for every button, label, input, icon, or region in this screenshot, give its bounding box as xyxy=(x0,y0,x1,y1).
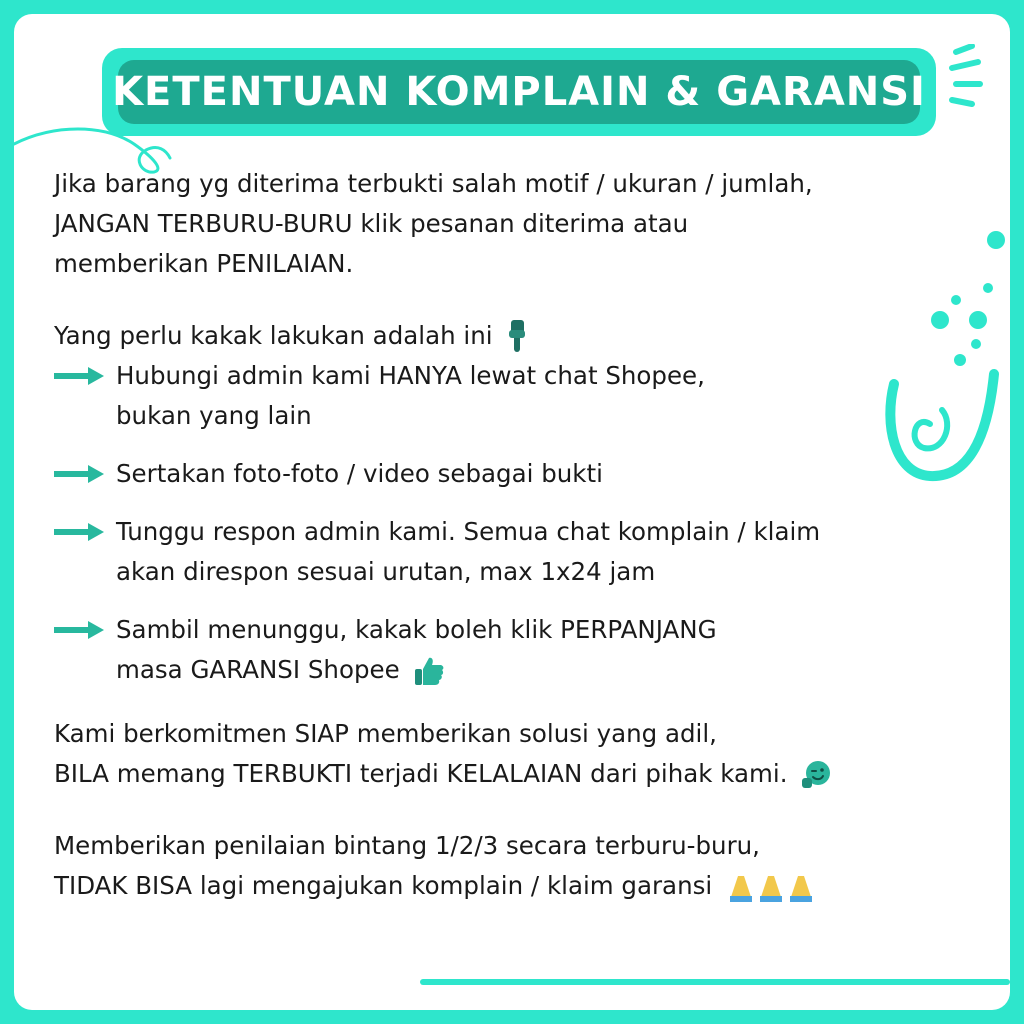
step-2-line-1: Sertakan foto-foto / video sebagai bukti xyxy=(116,459,603,488)
intro-line-1: Jika barang yg diterima terbukti salah motif / ukuran / jumlah, xyxy=(54,169,813,198)
bottom-divider xyxy=(420,979,1010,985)
steps-heading xyxy=(54,316,984,356)
arrow-right-icon xyxy=(54,356,104,396)
pointing-down-emoji-icon xyxy=(506,320,528,354)
commitment-line-2: BILA memang TERBUKTI terjadi KELALAIAN dari pihak kami. xyxy=(54,759,788,788)
step-4-line-1: Sambil menunggu, kakak boleh klik PERPANJANG xyxy=(116,615,717,644)
warning-line-1: Memberikan penilaian bintang 1/2/3 secara terburu-buru, xyxy=(54,831,760,860)
step-4-line-2-wrap xyxy=(116,650,984,690)
step-3 xyxy=(54,512,984,592)
step-1 xyxy=(54,356,984,436)
page-title: KETENTUAN KOMPLAIN & GARANSI xyxy=(112,69,926,115)
thumbs-up-emoji-icon xyxy=(413,655,445,687)
content xyxy=(54,164,984,906)
step-1-line-2: bukan yang lain xyxy=(116,401,312,430)
step-3-line-2: akan direspon sesuai urutan, max 1x24 jam xyxy=(116,557,656,586)
arrow-right-icon xyxy=(54,512,104,552)
splash-decoration xyxy=(934,44,1004,114)
step-1-line-1: Hubungi admin kami HANYA lewat chat Shopee, xyxy=(116,361,705,390)
commitment-line-1: Kami berkomitmen SIAP memberikan solusi yang adil, xyxy=(54,719,717,748)
intro-line-3: memberikan PENILAIAN. xyxy=(54,249,354,278)
step-3-line-1: Tunggu respon admin kami. Semua chat komplain / klaim xyxy=(116,517,821,546)
steps-heading-text: Yang perlu kakak lakukan adalah ini xyxy=(54,321,493,350)
wink-thumbs-up-emoji-icon xyxy=(801,760,831,790)
step-4 xyxy=(54,610,984,690)
folded-hands-emoji-icon xyxy=(726,872,818,902)
warning-line-2-wrap xyxy=(54,866,984,906)
arrow-right-icon xyxy=(54,610,104,650)
poster-card xyxy=(14,14,1010,1010)
step-4-line-2: masa GARANSI Shopee xyxy=(116,655,400,684)
arrow-right-icon xyxy=(54,454,104,494)
warning-line-2: TIDAK BISA lagi mengajukan komplain / klaim garansi xyxy=(54,871,713,900)
step-2 xyxy=(54,454,984,494)
title-banner xyxy=(102,48,936,136)
commitment-line-2-wrap xyxy=(54,754,984,794)
intro-line-2: JANGAN TERBURU-BURU klik pesanan diterima atau xyxy=(54,209,689,238)
title-banner-inner xyxy=(112,60,926,124)
